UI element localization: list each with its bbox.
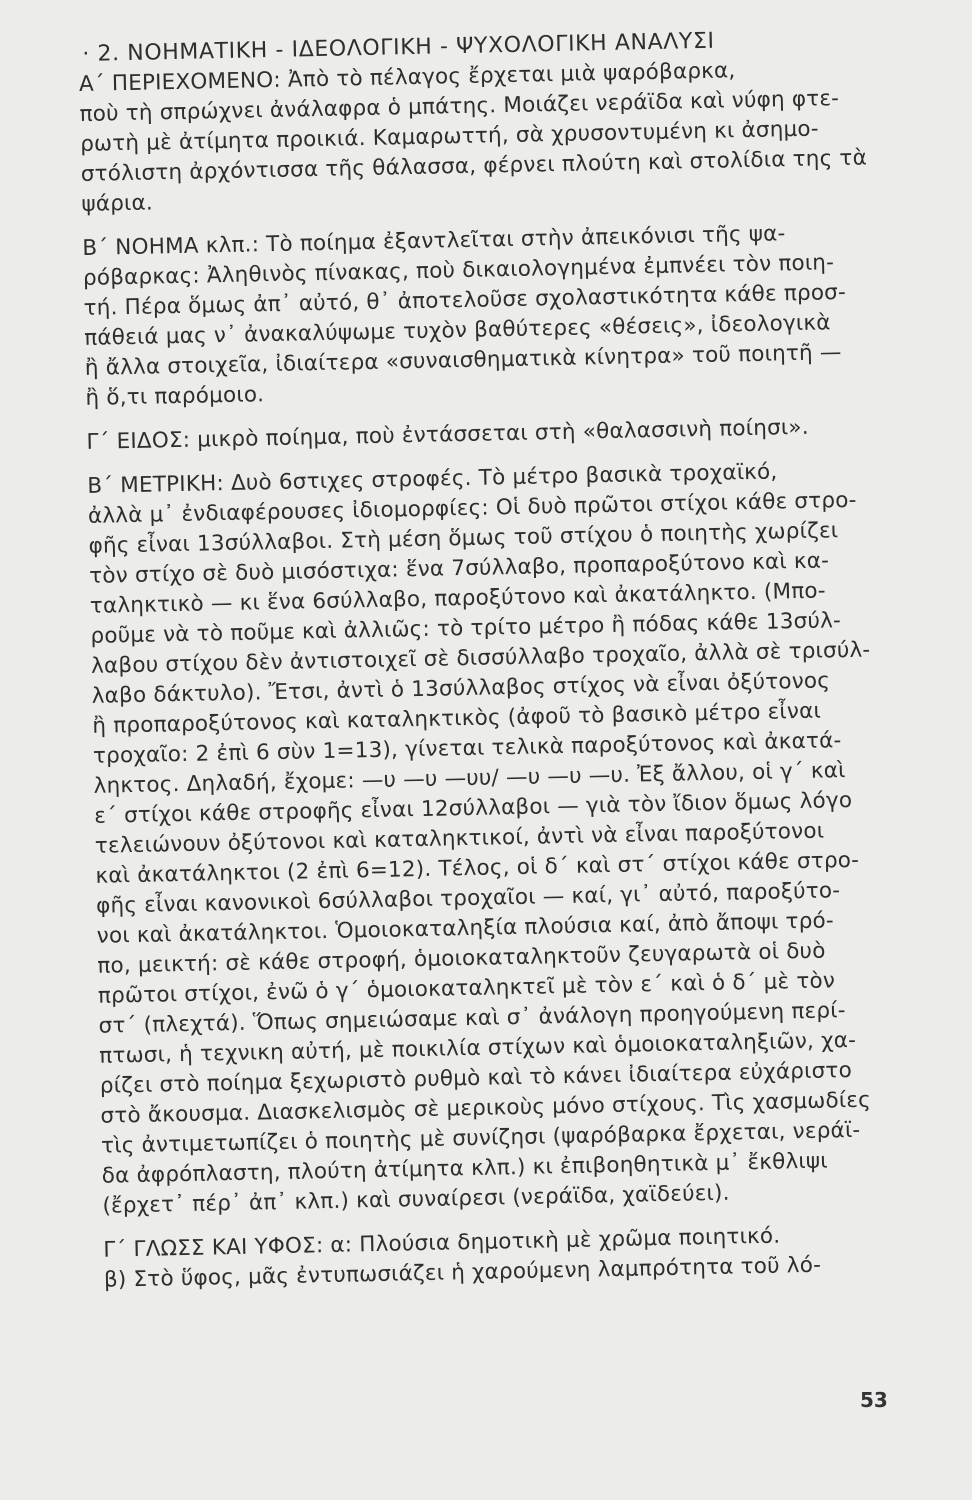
text-line: νοι καὶ ἀκατάληκτοι. Ὁμοιοκαταληξία πλούσια καί, ἀπὸ ἄποψι τρό- bbox=[96, 908, 835, 949]
text-line: (ἔρχετ᾽ πέρ᾽ ἀπ᾽ κλπ.) καὶ συναίρεσι (νεράϊδα, χαϊδεύει). bbox=[102, 1180, 730, 1219]
text-line: πο, μεικτή: σὲ κάθε στροφή, ὁμοιοκαταληκτοῦν ζευγαρωτὰ οἱ δυὸ bbox=[97, 938, 826, 979]
text-line: ρόβαρκας: Ἀληθινὸς πίνακας, ποὺ δικαιολογημένα ἐμπνέει τὸν ποιη- bbox=[82, 250, 835, 291]
page-number: 53 bbox=[860, 1388, 888, 1412]
text-line: στόλιστη ἀρχόντισσα τῆς θάλασσα, φέρνει πλούτη καὶ στολίδια της τὰ bbox=[80, 145, 868, 187]
text-line: στὸ ἄκουσμα. Διασκελισμὸς σὲ μερικοὺς μόνο στίχους. Τὶς χασμωδίες bbox=[100, 1087, 872, 1129]
text-line: καὶ ἀκατάληκτοι (2 ἐπὶ 6=12). Τέλος, οἱ δ΄ καὶ στ΄ στίχοι κάθε στρο- bbox=[95, 847, 860, 889]
text-line: δα ἀφρόπλαστη, πλούτη ἀτίμητα κλπ.) κι ἐπιβοηθητικὰ μ᾽ ἔκθλιψι bbox=[101, 1148, 829, 1189]
text-line: πάθειά μας ν᾽ ἀνακαλύψωμε τυχὸν βαθύτερες «θέσεις», ἰδεολογικὰ bbox=[83, 310, 831, 351]
text-line: Β΄ ΝΟΗΜΑ κλπ.: Τὸ ποίημα ἐξαντλεῖται στὴν ἀπεικόνισι τῆς ψα- bbox=[82, 221, 786, 261]
text-line: β) Στὸ ὕφος, μᾶς ἐντυπωσιάζει ἡ χαρούμενη λαμπρότητα τοῦ λό- bbox=[103, 1252, 822, 1293]
section-title: · 2. ΝΟΗΜΑΤΙΚΗ - ΙΔΕΟΛΟΓΙΚΗ - ΨΥΧΟΛΟΓΙΚΗ ΑΝΑΛΥΣΙ bbox=[82, 28, 715, 67]
text-line: τελειώνουν ὀξύτονοι καὶ καταληκτικοί, ἀντὶ νὰ εἶναι παροξύτονοι bbox=[94, 818, 825, 859]
text-line: ταληκτικὸ — κι ἕνα 6σύλλαβο, παροξύτονο καὶ ἀκατάληκτο. (Μπο- bbox=[89, 578, 826, 619]
text-line: ρίζει στὸ ποίημα ξεχωριστὸ ρυθμὸ καὶ τὸ κάνει ἰδιαίτερα εὐχάριστο bbox=[99, 1058, 853, 1099]
text-line: πρῶτοι στίχοι, ἐνῶ ὁ γ΄ ὁμοιοκαταληκτεῖ μὲ τὸν ε΄ καὶ ὁ δ΄ μὲ τὸν bbox=[97, 968, 836, 1009]
text-line: λαβο δάκτυλο). Ἔτσι, ἀντὶ ὁ 13σύλλαβος στίχος νὰ εἶναι ὀξύτονος bbox=[91, 668, 831, 709]
text-line: φῆς εἶναι 13σύλλαβοι. Στὴ μέση ὅμως τοῦ στίχου ὁ ποιητὴς χωρίζει bbox=[88, 518, 839, 559]
text-line: ἀλλὰ μ᾽ ἐνδιαφέρουσες ἰδιομορφίες: Οἱ δυὸ πρῶτοι στίχοι κάθε στρο- bbox=[87, 487, 857, 529]
text-line: Α΄ ΠΕΡΙΕΧΟΜΕΝΟ: Ἀπὸ τὸ πέλαγος ἔρχεται μιὰ ψαρόβαρκα, bbox=[78, 58, 736, 97]
text-line: ἢ ἄλλα στοιχεῖα, ἰδιαίτερα «συναισθηματικὰ κίνητρα» τοῦ ποιητῆ — bbox=[84, 340, 842, 381]
text-line: ροῦμε νὰ τὸ ποῦμε καὶ ἀλλιῶς: τὸ τρίτο μέτρο ἢ πόδας κάθε 13σύλ- bbox=[90, 608, 842, 649]
text-line: Β΄ ΜΕΤΡΙΚΗ: Δυὸ 6στιχες στροφές. Τὸ μέτρο βασικὰ τροχαϊκό, bbox=[87, 459, 778, 499]
text-line: Γ΄ ΓΛΩΣΣ ΚΑΙ ΥΦΟΣ: α: Πλούσια δημοτικὴ μὲ χρῶμα ποιητικό. bbox=[103, 1223, 781, 1263]
text-line: ρωτὴ μὲ ἀτίμητα προικιά. Καμαρωττή, σὰ χρυσοντυμένη κι ἀσημο- bbox=[79, 116, 819, 157]
text-line: τή. Πέρα ὅμως ἀπ᾽ αὐτό, θ᾽ ἀποτελοῦσε σχολαστικότητα κάθε προσ- bbox=[83, 279, 847, 321]
text-line: ε΄ στίχοι κάθε στροφῆς εἶναι 12σύλλαβοι — γιὰ τὸν ἴδιον ὅμως λόγο bbox=[94, 787, 853, 829]
text-line: τὶς ἀντιμετωπίζει ὁ ποιητὴς μὲ συνίζησι (ψαρόβαρκα ἔρχεται, νεράϊ- bbox=[100, 1117, 861, 1159]
text-line: ἢ προπαροξύτονος καὶ καταληκτικὸς (ἀφοῦ τὸ βασικὸ μέτρο εἶναι bbox=[92, 698, 822, 739]
text-line: πτωσι, ἡ τεχνικη αὐτή, μὲ ποικιλία στίχων καὶ ὁμοιοκαταληξιῶν, χα- bbox=[99, 1027, 857, 1069]
text-line: ἢ ὅ,τι παρόμοιο. bbox=[85, 382, 265, 411]
text-line: ποὺ τὴ σπρώχνει ἀνάλαφρα ὁ μπάτης. Μοιάζει νεράϊδα καὶ νύφη φτε- bbox=[79, 86, 840, 127]
text-line: ψάρια. bbox=[81, 190, 154, 217]
text-line: φῆς εἶναι κανονικοὶ 6σύλλαβοι τροχαῖοι — καί, γι᾽ αὐτό, παροξύτο- bbox=[95, 878, 841, 919]
text-line: τὸν στίχο σὲ δυὸ μισόστιχα: ἕνα 7σύλλαβο, προπαροξύτονο καὶ κα- bbox=[88, 548, 830, 589]
text-line: ληκτος. Δηλαδή, ἔχομε: —υ —υ —υυ/ —υ —υ —υ. Ἐξ ἄλλου, οἱ γ΄ καὶ bbox=[93, 758, 846, 799]
text-line: Γ΄ ΕΙΔΟΣ: μικρὸ ποίημα, ποὺ ἐντάσσεται στὴ «θαλασσινὴ ποίησι». bbox=[86, 414, 810, 455]
page-text bbox=[78, 23, 918, 1296]
text-line: στ΄ (πλεχτά). Ὅπως σημειώσαμε καὶ σ᾽ ἀνάλογη προηγούμενη περί- bbox=[98, 998, 846, 1039]
text-line: τροχαῖο: 2 ἐπὶ 6 σὺν 1=13), γίνεται τελικὰ παροξύτονος καὶ ἀκατά- bbox=[92, 728, 842, 769]
text-line: λαβου στίχου δὲν ἀντιστοιχεῖ σὲ δισσύλλαβο τροχαῖο, ἀλλὰ σὲ τρισύλ- bbox=[90, 637, 871, 679]
